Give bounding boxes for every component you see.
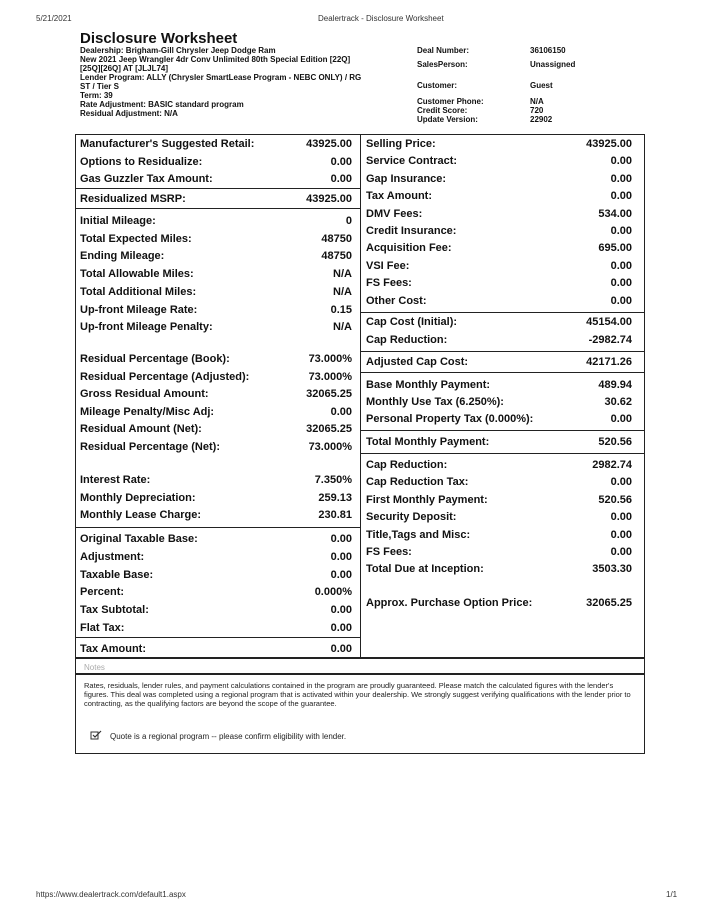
row-label: Flat Tax: xyxy=(80,622,125,634)
inception-group xyxy=(366,457,632,579)
row-label: Cap Reduction: xyxy=(366,459,448,471)
row-label: Original Taxable Base: xyxy=(80,533,198,545)
row-label: Total Due at Inception: xyxy=(366,563,484,576)
column-divider xyxy=(360,134,361,658)
cap-cost-group xyxy=(366,314,632,350)
worksheet-row xyxy=(80,136,352,152)
deal-info-field xyxy=(417,115,552,125)
row-label: Total Allowable Miles: xyxy=(80,268,194,281)
worksheet-row xyxy=(80,248,352,264)
worksheet-row xyxy=(80,284,352,300)
row-value: 0.00 xyxy=(610,259,632,272)
row-value: 0.00 xyxy=(610,172,632,185)
row-label: Monthly Lease Charge: xyxy=(80,509,202,521)
footer-url: https://www.dealertrack.com/default1.aspx xyxy=(36,890,186,899)
row-label: Interest Rate: xyxy=(80,474,151,486)
row-label: Credit Insurance: xyxy=(366,225,457,237)
deal-info-field xyxy=(417,46,566,56)
worksheet-row xyxy=(366,275,632,291)
field-label: Customer Phone: xyxy=(417,97,484,106)
row-label: Residualized MSRP: xyxy=(80,193,186,205)
worksheet-row xyxy=(80,191,352,207)
row-label: Gas Guzzler Tax Amount: xyxy=(80,173,213,186)
row-label: Percent: xyxy=(80,586,125,599)
row-label: Monthly Use Tax (6.250%): xyxy=(366,396,504,408)
row-label: Residual Percentage (Net): xyxy=(80,441,220,453)
row-value: 0.00 xyxy=(330,533,352,545)
worksheet-row xyxy=(366,474,632,490)
worksheet-row xyxy=(80,213,352,229)
row-label: Cap Reduction: xyxy=(366,334,448,346)
row-label: Selling Price: xyxy=(366,138,436,150)
row-label: VSI Fee: xyxy=(366,259,410,272)
worksheet-row xyxy=(366,457,632,473)
row-label: Up-front Mileage Rate: xyxy=(80,303,198,316)
field-label: Update Version: xyxy=(417,115,478,124)
row-label: Mileage Penalty/Misc Adj: xyxy=(80,405,215,418)
row-value: 0.00 xyxy=(610,413,632,425)
row-label: Title,Tags and Misc: xyxy=(366,528,471,541)
mileage-group xyxy=(80,213,352,337)
taxable-base-group xyxy=(80,531,352,638)
row-value: 32065.25 xyxy=(306,423,352,436)
worksheet-row xyxy=(80,421,352,437)
row-value: N/A xyxy=(333,285,352,298)
worksheet-row xyxy=(366,136,632,152)
worksheet-row xyxy=(366,434,632,450)
worksheet-row xyxy=(366,314,632,330)
row-label: Base Monthly Payment: xyxy=(366,379,491,391)
worksheet-row xyxy=(366,258,632,274)
footer-page-number: 1/1 xyxy=(666,890,678,899)
deal-info-line: Residual Adjustment: N/A xyxy=(80,109,178,118)
field-label: SalesPerson: xyxy=(417,60,468,69)
deal-info-line: [25Q][26Q] AT [JLJL74] xyxy=(80,64,169,73)
print-title: Dealertrack - Disclosure Worksheet xyxy=(318,14,444,23)
divider xyxy=(360,430,645,431)
worksheet-row xyxy=(80,472,352,488)
row-label: First Monthly Payment: xyxy=(366,493,488,506)
worksheet-row xyxy=(80,531,352,547)
price-group xyxy=(366,136,632,310)
row-value: 32065.25 xyxy=(586,597,632,609)
divider xyxy=(75,527,360,528)
row-label: FS Fees: xyxy=(366,546,412,558)
adjusted-cap-group xyxy=(366,354,632,372)
row-value: -2982.74 xyxy=(588,334,632,346)
worksheet-row xyxy=(366,206,632,222)
row-label: Cap Cost (Initial): xyxy=(366,316,458,328)
row-value: 0.15 xyxy=(330,303,352,316)
row-value: 43925.00 xyxy=(306,193,352,205)
row-value: 0.00 xyxy=(330,604,352,617)
worksheet-row xyxy=(80,404,352,420)
residual-group xyxy=(80,351,352,457)
row-value: N/A xyxy=(333,268,352,281)
row-value: 48750 xyxy=(321,250,352,263)
deal-info-line: Term: 39 xyxy=(80,91,113,100)
row-value: N/A xyxy=(333,321,352,334)
msrp-group xyxy=(80,136,352,189)
row-value: 0.00 xyxy=(330,643,352,655)
worksheet-row xyxy=(366,377,632,393)
purchase-option-group xyxy=(366,595,632,613)
row-label: Options to Residualize: xyxy=(80,155,203,168)
row-value: 45154.00 xyxy=(586,316,632,328)
worksheet-row xyxy=(366,332,632,348)
row-value: 259.13 xyxy=(318,491,352,504)
worksheet-row xyxy=(366,188,632,204)
row-value: 0.00 xyxy=(610,294,632,307)
row-value: 42171.26 xyxy=(586,356,632,368)
rate-group xyxy=(80,472,352,525)
row-label: Other Cost: xyxy=(366,294,427,307)
field-value: 720 xyxy=(530,106,544,115)
worksheet-row xyxy=(366,509,632,525)
row-value: 0.00 xyxy=(610,190,632,203)
deal-info-line: Dealership: Brigham-Gill Chrysler Jeep Dodge Ram xyxy=(80,46,276,55)
row-label: Approx. Purchase Option Price: xyxy=(366,597,533,609)
row-value: 73.000% xyxy=(308,353,352,365)
row-value: 48750 xyxy=(321,232,352,245)
worksheet-row xyxy=(366,595,632,611)
row-value: 0.00 xyxy=(330,405,352,418)
worksheet-row xyxy=(80,266,352,282)
worksheet-row xyxy=(366,153,632,169)
worksheet-row xyxy=(366,544,632,560)
worksheet-row xyxy=(80,567,352,583)
row-value: 695.00 xyxy=(598,242,632,255)
row-label: Tax Amount: xyxy=(80,643,146,655)
worksheet-row xyxy=(80,351,352,367)
field-value: 22902 xyxy=(530,115,553,124)
field-label: Deal Number: xyxy=(417,46,470,55)
page-title: Disclosure Worksheet xyxy=(80,30,238,47)
worksheet-row xyxy=(366,394,632,410)
row-label: Tax Subtotal: xyxy=(80,604,149,617)
row-label: Tax Amount: xyxy=(366,190,432,203)
field-value: 36106150 xyxy=(530,46,566,55)
notes-label: Notes xyxy=(84,663,105,672)
row-value: 520.56 xyxy=(598,493,632,506)
worksheet-row xyxy=(80,507,352,523)
regional-note xyxy=(90,730,346,742)
row-label: Total Expected Miles: xyxy=(80,232,192,245)
worksheet-row xyxy=(80,231,352,247)
worksheet-row xyxy=(80,620,352,636)
row-label: Total Additional Miles: xyxy=(80,285,197,298)
divider xyxy=(360,453,645,454)
row-value: 30.62 xyxy=(604,396,632,408)
row-label: Gross Residual Amount: xyxy=(80,388,209,401)
residualized-msrp-group xyxy=(80,191,352,209)
print-date: 5/21/2021 xyxy=(36,14,72,23)
row-value: 0.00 xyxy=(610,528,632,541)
divider xyxy=(360,372,645,373)
field-value: Guest xyxy=(530,81,553,90)
row-value: 489.94 xyxy=(598,379,632,391)
worksheet-row xyxy=(80,386,352,402)
worksheet-row xyxy=(366,354,632,370)
row-value: 0 xyxy=(345,215,352,227)
row-label: Personal Property Tax (0.000%): xyxy=(366,413,534,425)
row-label: Cap Reduction Tax: xyxy=(366,476,469,489)
row-value: 3503.30 xyxy=(592,563,632,576)
worksheet-row xyxy=(80,171,352,187)
worksheet-row xyxy=(366,223,632,239)
checkbox-icon xyxy=(90,730,102,742)
row-value: 7.350% xyxy=(314,474,352,486)
worksheet-row xyxy=(366,293,632,309)
field-value: Unassigned xyxy=(530,60,576,69)
row-value: 0.00 xyxy=(610,225,632,237)
worksheet-row xyxy=(80,584,352,600)
worksheet-row xyxy=(80,490,352,506)
deal-info-line: Rate Adjustment: BASIC standard program xyxy=(80,100,244,109)
worksheet-row xyxy=(366,240,632,256)
worksheet-row xyxy=(80,641,352,657)
row-label: Residual Percentage (Book): xyxy=(80,353,230,365)
row-value: 0.00 xyxy=(610,546,632,558)
row-value: 0.00 xyxy=(610,511,632,524)
row-label: Residual Amount (Net): xyxy=(80,423,202,436)
worksheet-row xyxy=(80,439,352,455)
deal-info-field xyxy=(417,60,575,70)
worksheet-row xyxy=(80,319,352,335)
worksheet-row xyxy=(366,561,632,577)
divider xyxy=(360,351,645,352)
row-label: Total Monthly Payment: xyxy=(366,436,490,448)
worksheet-row xyxy=(80,369,352,385)
row-label: FS Fees: xyxy=(366,277,412,290)
row-value: 520.56 xyxy=(598,436,632,448)
row-value: 0.00 xyxy=(610,277,632,290)
row-value: 0.00 xyxy=(610,155,632,168)
row-value: 0.00 xyxy=(330,550,352,563)
row-value: 0.00 xyxy=(330,568,352,581)
regional-note-text: Quote is a regional program -- please confirm eligibility with lender. xyxy=(110,731,347,741)
divider xyxy=(360,312,645,313)
disclaimer-text: Rates, residuals, lender rules, and payment calculations contained in the program are proudly guaranteed. Please match the calculated figures with the lender's figures. This deal was completed using a regional program that is activated within your dealership. We strongly suggest verifying qualifications with the lender prior to contracting, as the qualifying factors are beyond the scope of the guarantee. xyxy=(84,681,631,708)
row-value: 32065.25 xyxy=(306,388,352,401)
row-value: 230.81 xyxy=(318,509,352,521)
row-label: Manufacturer's Suggested Retail: xyxy=(80,138,255,150)
row-value: 73.000% xyxy=(308,370,352,383)
row-value: 534.00 xyxy=(598,207,632,220)
row-label: Acquisition Fee: xyxy=(366,242,452,255)
notes-box xyxy=(75,658,645,674)
total-monthly-group xyxy=(366,434,632,452)
row-label: Monthly Depreciation: xyxy=(80,491,196,504)
row-label: Up-front Mileage Penalty: xyxy=(80,321,213,334)
row-label: Security Deposit: xyxy=(366,511,457,524)
field-label: Credit Score: xyxy=(417,106,468,115)
row-value: 43925.00 xyxy=(586,138,632,150)
deal-info-line: New 2021 Jeep Wrangler 4dr Conv Unlimited 80th Special Edition [22Q] xyxy=(80,55,351,64)
row-value: 0.00 xyxy=(330,173,352,186)
row-value: 2982.74 xyxy=(592,459,632,471)
field-value: N/A xyxy=(530,97,544,106)
row-label: Residual Percentage (Adjusted): xyxy=(80,370,250,383)
row-value: 73.000% xyxy=(308,441,352,453)
deal-info-line: Lender Program: ALLY (Chrysler SmartLease Program - NEBC ONLY) / RG xyxy=(80,73,362,82)
row-value: 0.000% xyxy=(314,586,352,599)
tax-amount-group xyxy=(80,641,352,659)
worksheet-row xyxy=(80,602,352,618)
row-value: 0.00 xyxy=(330,622,352,634)
row-value: 0.00 xyxy=(610,476,632,489)
worksheet-row xyxy=(80,549,352,565)
row-label: Taxable Base: xyxy=(80,568,154,581)
deal-info-field xyxy=(417,81,553,91)
row-label: Adjustment: xyxy=(80,550,145,563)
row-value: 43925.00 xyxy=(306,138,352,150)
deal-info-left xyxy=(80,46,415,118)
worksheet-row xyxy=(366,492,632,508)
row-value: 0.00 xyxy=(330,155,352,168)
row-label: Ending Mileage: xyxy=(80,250,165,263)
row-label: DMV Fees: xyxy=(366,207,423,220)
worksheet-row xyxy=(366,411,632,427)
row-label: Service Contract: xyxy=(366,155,458,168)
deal-info-line: ST / Tier S xyxy=(80,82,119,91)
worksheet-row xyxy=(366,171,632,187)
worksheet-row xyxy=(80,154,352,170)
row-label: Gap Insurance: xyxy=(366,172,447,185)
field-label: Customer: xyxy=(417,81,458,90)
row-label: Adjusted Cap Cost: xyxy=(366,356,469,368)
worksheet-row xyxy=(366,527,632,543)
worksheet-row xyxy=(80,302,352,318)
payment-group xyxy=(366,377,632,428)
row-label: Initial Mileage: xyxy=(80,215,156,227)
